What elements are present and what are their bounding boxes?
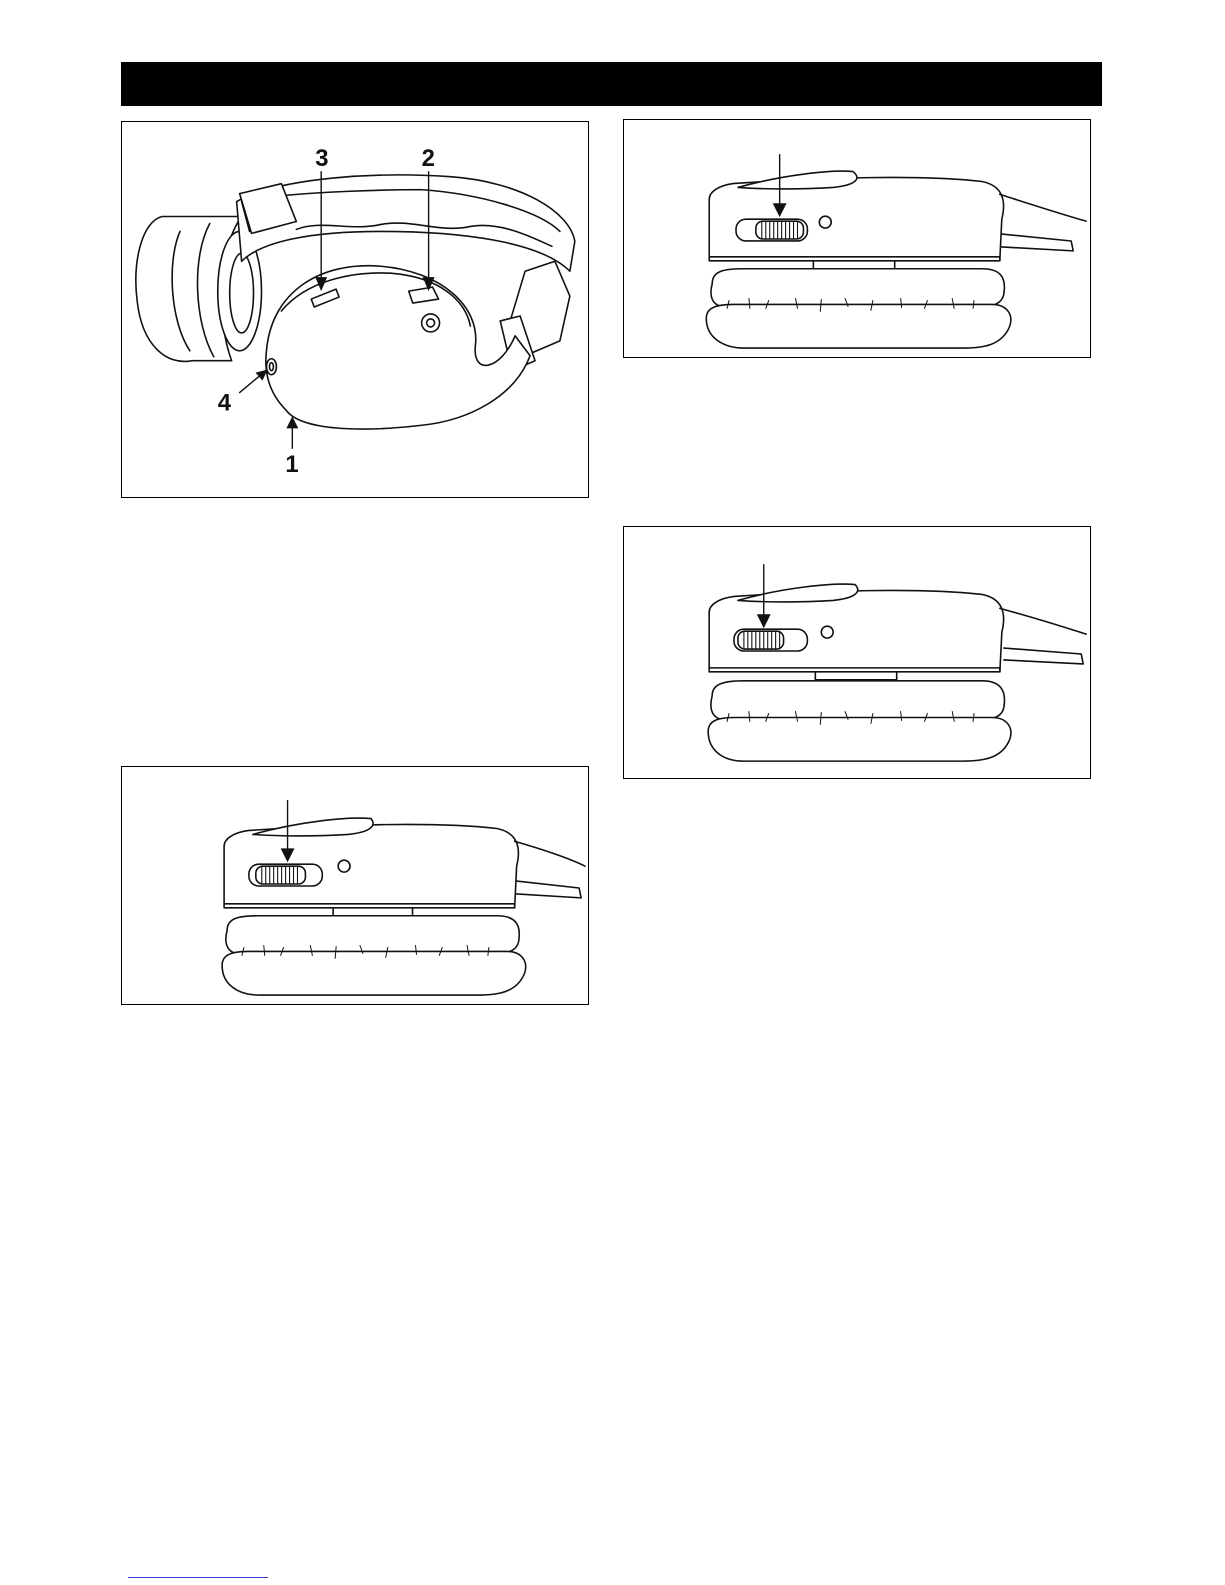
headphone-side-slider-icon — [624, 527, 1090, 778]
figure-slider-bottom-left — [121, 766, 589, 1005]
callout-2: 2 — [421, 144, 435, 172]
callout-3: 3 — [315, 144, 329, 172]
figure-slider-top-right — [623, 119, 1091, 358]
figure-headphones-overview — [121, 121, 589, 498]
callout-4: 4 — [217, 389, 232, 417]
section-header-bar — [121, 62, 1102, 106]
headphone-side-slider-icon — [122, 767, 588, 1004]
callout-labels — [122, 122, 588, 497]
callout-1: 1 — [285, 451, 299, 479]
headphone-side-slider-icon — [624, 120, 1090, 357]
figure-slider-middle-right — [623, 526, 1091, 779]
footer-link-rule — [128, 1577, 268, 1578]
